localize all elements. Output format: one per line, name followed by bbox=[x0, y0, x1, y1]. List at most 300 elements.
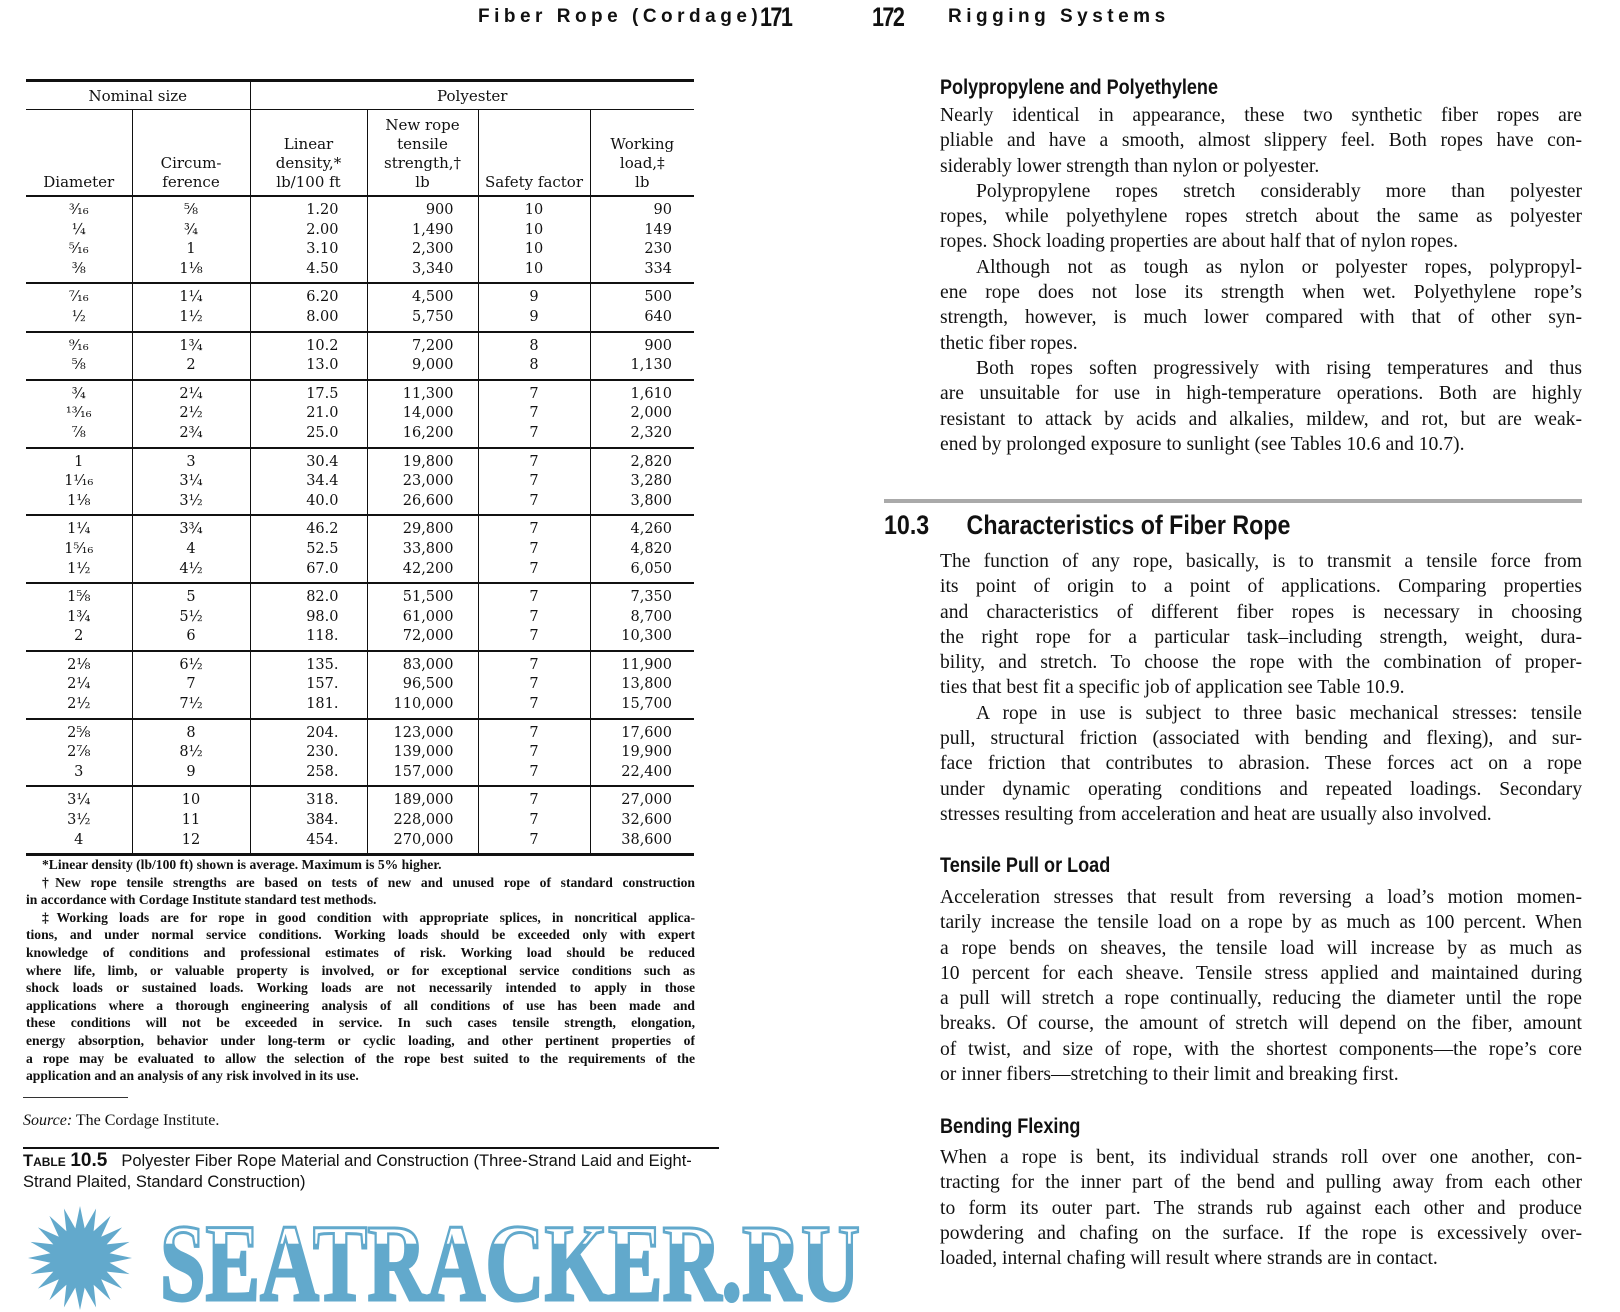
text-line: application and an analysis of any risk involved in its use. bbox=[26, 1068, 359, 1084]
linear-density-cell: 46.2 bbox=[250, 515, 367, 540]
text-line: tarily increase the tensile load on a rope by as much as 100 percent. When bbox=[940, 912, 1582, 934]
diameter-cell: 1⅛ bbox=[67, 492, 91, 509]
table-row bbox=[26, 260, 694, 284]
diameter-cell: 1½ bbox=[67, 560, 91, 577]
linear-density-cell: 8.00 bbox=[250, 308, 367, 332]
safety-factor-cell: 10 bbox=[478, 221, 590, 241]
linear-density-cell: 52.5 bbox=[250, 540, 367, 560]
safety-factor-cell: 7 bbox=[478, 763, 590, 787]
working-load-cell: 640 bbox=[590, 308, 694, 332]
tensile-strength-cell: 33,800 bbox=[367, 540, 478, 560]
text-line: ropes, while polyethylene ropes stretch about the same as polyester bbox=[940, 206, 1582, 228]
table-source bbox=[23, 1112, 219, 1130]
table-row bbox=[26, 627, 694, 651]
circumference-cell: 6½ bbox=[132, 651, 250, 676]
diameter-cell: 1¼ bbox=[67, 521, 91, 538]
circumference-cell: 11 bbox=[132, 811, 250, 831]
tensile-text bbox=[940, 885, 1582, 1087]
tensile-strength-cell: 96,500 bbox=[367, 675, 478, 695]
diameter-cell: ⁷⁄₁₆ bbox=[68, 289, 89, 306]
watermark-text: SEATRACKER.RU bbox=[160, 1202, 860, 1312]
subheading-tensile: Tensile Pull or Load bbox=[940, 854, 1111, 877]
text-line: When a rope is bent, its individual strands roll over one another, con- bbox=[940, 1147, 1582, 1168]
table-row bbox=[26, 515, 694, 540]
safety-factor-cell: 7 bbox=[478, 811, 590, 831]
working-load-cell: 500 bbox=[590, 283, 694, 308]
table-row bbox=[26, 332, 694, 357]
text-line: pliable and have a smooth, almost slippery feel. Both ropes have con- bbox=[940, 130, 1582, 152]
diameter-cell: 1⁵⁄₁₆ bbox=[64, 540, 94, 557]
safety-factor-cell: 7 bbox=[478, 786, 590, 811]
diameter-cell: 2⅞ bbox=[67, 744, 91, 761]
table-footnotes bbox=[26, 856, 695, 1085]
safety-factor-cell: 7 bbox=[478, 675, 590, 695]
circumference-cell: 3½ bbox=[132, 492, 250, 516]
linear-density-cell: 135. bbox=[250, 651, 367, 676]
circumference-cell: 3 bbox=[132, 448, 250, 473]
working-load-cell: 3,280 bbox=[590, 472, 694, 492]
working-load-cell: 7,350 bbox=[590, 583, 694, 608]
working-load-cell: 15,700 bbox=[590, 695, 694, 719]
circumference-cell: ⅝ bbox=[132, 196, 250, 221]
working-load-cell: 2,320 bbox=[590, 424, 694, 448]
circumference-cell: 6 bbox=[132, 627, 250, 651]
running-head-right: Rigging Systems bbox=[948, 6, 1170, 27]
working-load-cell: 900 bbox=[590, 332, 694, 357]
safety-factor-cell: 9 bbox=[478, 283, 590, 308]
text-line: ene rope does not lose its strength when wet. Polyethylene rope’s bbox=[940, 282, 1582, 304]
safety-factor-cell: 10 bbox=[478, 260, 590, 284]
linear-density-cell: 2.00 bbox=[250, 221, 367, 241]
linear-density-cell: 3.10 bbox=[250, 240, 367, 260]
tensile-strength-cell: 270,000 bbox=[367, 831, 478, 855]
circumference-cell: 7½ bbox=[132, 695, 250, 719]
tensile-strength-cell: 228,000 bbox=[367, 811, 478, 831]
text-line: tions, and under normal service conditions. Working loads should be exceeded only with expert bbox=[26, 927, 695, 943]
text-line: resistant to attack by acids and alkalies, mildew, and rot, but are weak- bbox=[940, 408, 1582, 430]
tensile-strength-cell: 4,500 bbox=[367, 283, 478, 308]
diameter-cell: ⅜ bbox=[71, 260, 86, 277]
row-group bbox=[26, 515, 694, 583]
safety-factor-cell: 7 bbox=[478, 380, 590, 405]
linear-density-cell: 258. bbox=[250, 763, 367, 787]
linear-density-cell: 454. bbox=[250, 831, 367, 855]
circumference-cell: 8½ bbox=[132, 743, 250, 763]
text-line: of twist, and size of rope, with the shortest components—the rope’s core bbox=[940, 1038, 1582, 1060]
working-load-cell: 230 bbox=[590, 240, 694, 260]
table-row bbox=[26, 831, 694, 855]
text-line: applications where a thorough engineering analysis of all conditions of use has been made and bbox=[26, 997, 695, 1013]
circumference-cell: 1½ bbox=[132, 308, 250, 332]
text-line: bility, and stretch. To choose the rope with the combination of proper- bbox=[940, 652, 1582, 674]
working-load-cell: 1,610 bbox=[590, 380, 694, 405]
text-line: loaded, internal chafing will result where strands are in contact. bbox=[940, 1248, 1438, 1270]
diameter-cell: ³⁄₁₆ bbox=[68, 202, 89, 218]
linear-density-cell: 40.0 bbox=[250, 492, 367, 516]
safety-factor-cell: 10 bbox=[478, 240, 590, 260]
working-load-cell: 149 bbox=[590, 221, 694, 241]
text-line: 10 percent for each sheave. Tensile stress applied and maintained during bbox=[940, 962, 1582, 984]
safety-factor-cell: 7 bbox=[478, 719, 590, 744]
text-line: strength, however, is much lower compared with that of other syn- bbox=[940, 307, 1582, 329]
text-line: thetic fiber ropes. bbox=[940, 332, 1078, 354]
diameter-cell: 4 bbox=[74, 831, 84, 848]
tensile-strength-cell: 42,200 bbox=[367, 560, 478, 584]
watermark bbox=[0, 1200, 900, 1312]
column-header: Safety factor bbox=[478, 110, 590, 197]
table-row bbox=[26, 743, 694, 763]
subheading-polypropylene: Polypropylene and Polyethylene bbox=[940, 76, 1219, 99]
subheading-bending: Bending Flexing bbox=[940, 1115, 1081, 1138]
text-line: ties that best fit a specific job of application see Table 10.9. bbox=[940, 677, 1405, 699]
table-row bbox=[26, 651, 694, 676]
safety-factor-cell: 7 bbox=[478, 743, 590, 763]
circumference-cell: 1¼ bbox=[132, 283, 250, 308]
starburst-icon bbox=[28, 1206, 132, 1310]
section-text bbox=[940, 549, 1582, 827]
source-label: Source: bbox=[23, 1112, 73, 1129]
tensile-strength-cell: 11,300 bbox=[367, 380, 478, 405]
row-group bbox=[26, 283, 694, 331]
safety-factor-cell: 9 bbox=[478, 308, 590, 332]
tensile-strength-cell: 1,490 bbox=[367, 221, 478, 241]
tensile-strength-cell: 5,750 bbox=[367, 308, 478, 332]
circumference-cell: 2¼ bbox=[132, 380, 250, 405]
text-line: the right rope for a particular task–including strength, weight, dura- bbox=[940, 626, 1582, 648]
diameter-cell: ⅞ bbox=[71, 424, 86, 441]
table-row bbox=[26, 811, 694, 831]
row-group bbox=[26, 651, 694, 719]
linear-density-cell: 13.0 bbox=[250, 356, 367, 380]
diameter-cell: 1¹⁄₁₆ bbox=[64, 473, 94, 490]
text-line: The function of any rope, basically, is to transmit a tensile force from bbox=[940, 551, 1582, 572]
circumference-cell: 2½ bbox=[132, 404, 250, 424]
text-line: where life, limb, or valuable property is involved, or for exceptional service conditions such as bbox=[26, 962, 695, 978]
tensile-strength-cell: 29,800 bbox=[367, 515, 478, 540]
linear-density-cell: 118. bbox=[250, 627, 367, 651]
linear-density-cell: 204. bbox=[250, 719, 367, 744]
working-load-cell: 32,600 bbox=[590, 811, 694, 831]
table-row bbox=[26, 763, 694, 787]
working-load-cell: 3,800 bbox=[590, 492, 694, 516]
working-load-cell: 8,700 bbox=[590, 608, 694, 628]
source-text: The Cordage Institute. bbox=[72, 1112, 220, 1129]
circumference-cell: 4½ bbox=[132, 560, 250, 584]
safety-factor-cell: 7 bbox=[478, 540, 590, 560]
bending-text bbox=[940, 1145, 1582, 1271]
tensile-strength-cell: 16,200 bbox=[367, 424, 478, 448]
working-load-cell: 90 bbox=[590, 196, 694, 221]
circumference-cell: ¾ bbox=[132, 221, 250, 241]
tensile-strength-cell: 189,000 bbox=[367, 786, 478, 811]
group-header-polyester: Polyester bbox=[250, 81, 694, 110]
text-line: are unsuitable for use in high-temperature operations. Both are highly bbox=[940, 383, 1582, 405]
table-row bbox=[26, 240, 694, 260]
column-header: Linear density,* lb/100 ft bbox=[250, 110, 367, 197]
circumference-cell: 2¾ bbox=[132, 424, 250, 448]
diameter-cell: ⁹⁄₁₆ bbox=[68, 337, 89, 354]
caption-rule bbox=[23, 1147, 719, 1149]
safety-factor-cell: 7 bbox=[478, 492, 590, 516]
working-load-cell: 6,050 bbox=[590, 560, 694, 584]
diameter-cell: ¾ bbox=[71, 385, 86, 402]
text-line: A rope in use is subject to three basic mechanical stresses: tensile bbox=[976, 702, 1582, 724]
text-line: and characteristics of different fiber ropes is necessary in choosing bbox=[940, 601, 1582, 623]
working-load-cell: 334 bbox=[590, 260, 694, 284]
circumference-cell: 4 bbox=[132, 540, 250, 560]
table-row bbox=[26, 221, 694, 241]
tensile-strength-cell: 72,000 bbox=[367, 627, 478, 651]
safety-factor-cell: 7 bbox=[478, 695, 590, 719]
section-rule bbox=[884, 499, 1582, 503]
text-line: †New rope tensile strengths are based on tests of new and unused rope of standard construction bbox=[42, 874, 695, 890]
diameter-cell: 2 bbox=[74, 628, 84, 645]
text-line: knowledge of conditions and professional estimates of risk. Working load should be reduced bbox=[26, 944, 695, 960]
working-load-cell: 27,000 bbox=[590, 786, 694, 811]
working-load-cell: 2,820 bbox=[590, 448, 694, 473]
source-rule bbox=[23, 1097, 128, 1098]
linear-density-cell: 318. bbox=[250, 786, 367, 811]
text-line: a pull will stretch a rope continually, reducing the diameter until the rope bbox=[940, 988, 1582, 1010]
linear-density-cell: 4.50 bbox=[250, 260, 367, 284]
text-line: breaks. Of course, the amount of stretch will depend on the fiber, amount bbox=[940, 1013, 1582, 1035]
text-line: tracting for the inner part of the bend and pulling away from each other bbox=[940, 1172, 1582, 1194]
page-number-left: 171 bbox=[760, 2, 792, 32]
tensile-strength-cell: 83,000 bbox=[367, 651, 478, 676]
tensile-strength-cell: 123,000 bbox=[367, 719, 478, 744]
caption-label bbox=[23, 1152, 107, 1170]
text-line: ened by prolonged exposure to sunlight (see Tables 10.6 and 10.7). bbox=[940, 433, 1465, 455]
diameter-cell: 1¾ bbox=[67, 608, 91, 625]
text-line: shock loads or sustained loads. Working loads are not necessarily intended to apply in those bbox=[26, 980, 695, 996]
text-line: in accordance with Cordage Institute standard test methods. bbox=[26, 892, 377, 908]
diameter-cell: 1⅝ bbox=[67, 589, 91, 606]
text-line: these conditions will not be exceeded in service. In such cases tensile strength, elongation, bbox=[26, 1015, 695, 1031]
working-load-cell: 1,130 bbox=[590, 356, 694, 380]
safety-factor-cell: 8 bbox=[478, 332, 590, 357]
diameter-cell: 3¼ bbox=[67, 792, 91, 809]
circumference-cell: 7 bbox=[132, 675, 250, 695]
table-row bbox=[26, 404, 694, 424]
row-group bbox=[26, 332, 694, 380]
diameter-cell: ¼ bbox=[71, 221, 86, 238]
circumference-cell: 3¾ bbox=[132, 515, 250, 540]
linear-density-cell: 1.20 bbox=[250, 196, 367, 221]
section-heading bbox=[884, 510, 1290, 541]
table-row bbox=[26, 492, 694, 516]
linear-density-cell: 157. bbox=[250, 675, 367, 695]
working-load-cell: 17,600 bbox=[590, 719, 694, 744]
circumference-cell: 10 bbox=[132, 786, 250, 811]
diameter-cell: 2⅛ bbox=[67, 656, 91, 673]
working-load-cell: 11,900 bbox=[590, 651, 694, 676]
row-group bbox=[26, 196, 694, 283]
circumference-cell: 9 bbox=[132, 763, 250, 787]
tensile-strength-cell: 61,000 bbox=[367, 608, 478, 628]
diameter-cell: 3½ bbox=[67, 812, 91, 829]
text-line: stresses resulting from acceleration and heat are usually also involved. bbox=[940, 803, 1492, 825]
table-row bbox=[26, 608, 694, 628]
diameter-cell: ¹³⁄₁₆ bbox=[65, 405, 92, 422]
diameter-cell: ½ bbox=[71, 308, 86, 325]
row-group bbox=[26, 448, 694, 516]
safety-factor-cell: 7 bbox=[478, 515, 590, 540]
column-header: New rope tensile strength,† lb bbox=[367, 110, 478, 197]
diameter-cell: 2⅝ bbox=[67, 724, 91, 741]
tensile-strength-cell: 14,000 bbox=[367, 404, 478, 424]
table-row bbox=[26, 719, 694, 744]
safety-factor-cell: 7 bbox=[478, 404, 590, 424]
linear-density-cell: 17.5 bbox=[250, 380, 367, 405]
column-header: Working load,‡ lb bbox=[590, 110, 694, 197]
working-load-cell: 4,820 bbox=[590, 540, 694, 560]
circumference-cell: 1⅛ bbox=[132, 260, 250, 284]
text-line: Acceleration stresses that result from reversing a load’s motion momen- bbox=[940, 887, 1582, 908]
caption-label-word: Table bbox=[23, 1152, 66, 1170]
linear-density-cell: 181. bbox=[250, 695, 367, 719]
tensile-strength-cell: 110,000 bbox=[367, 695, 478, 719]
group-header-nominal-size: Nominal size bbox=[26, 81, 250, 110]
table-row bbox=[26, 695, 694, 719]
table-row bbox=[26, 583, 694, 608]
circumference-cell: 5½ bbox=[132, 608, 250, 628]
tensile-strength-cell: 3,340 bbox=[367, 260, 478, 284]
caption-label-number: 10.5 bbox=[70, 1150, 108, 1171]
polypropylene-text bbox=[940, 103, 1582, 457]
section-number: 10.3 bbox=[884, 510, 930, 540]
circumference-cell: 3¼ bbox=[132, 472, 250, 492]
linear-density-cell: 384. bbox=[250, 811, 367, 831]
tensile-strength-cell: 51,500 bbox=[367, 583, 478, 608]
text-line: its point of origin to a point of applications. Comparing properties bbox=[940, 576, 1582, 598]
tensile-strength-cell: 157,000 bbox=[367, 763, 478, 787]
table-row bbox=[26, 786, 694, 811]
safety-factor-cell: 7 bbox=[478, 424, 590, 448]
row-group bbox=[26, 380, 694, 448]
safety-factor-cell: 7 bbox=[478, 608, 590, 628]
working-load-cell: 4,260 bbox=[590, 515, 694, 540]
diameter-cell: ⁵⁄₁₆ bbox=[68, 241, 89, 258]
diameter-cell: 3 bbox=[74, 763, 84, 780]
linear-density-cell: 98.0 bbox=[250, 608, 367, 628]
tensile-strength-cell: 9,000 bbox=[367, 356, 478, 380]
working-load-cell: 19,900 bbox=[590, 743, 694, 763]
circumference-cell: 5 bbox=[132, 583, 250, 608]
text-line: siderably lower strength than nylon or polyester. bbox=[940, 155, 1320, 177]
table-row bbox=[26, 448, 694, 473]
text-line: a rope may be evaluated to allow the selection of the rope best suited to the requirements of the bbox=[26, 1050, 695, 1066]
working-load-cell: 2,000 bbox=[590, 404, 694, 424]
table-row bbox=[26, 283, 694, 308]
table-row bbox=[26, 540, 694, 560]
table-row bbox=[26, 424, 694, 448]
tensile-strength-cell: 26,600 bbox=[367, 492, 478, 516]
table-row bbox=[26, 196, 694, 221]
table-row bbox=[26, 356, 694, 380]
text-line: Both ropes soften progressively with rising temperatures and thus bbox=[976, 357, 1582, 379]
diameter-cell: 2¼ bbox=[67, 676, 91, 693]
safety-factor-cell: 7 bbox=[478, 448, 590, 473]
linear-density-cell: 82.0 bbox=[250, 583, 367, 608]
table-row bbox=[26, 308, 694, 332]
tensile-strength-cell: 900 bbox=[367, 196, 478, 221]
safety-factor-cell: 7 bbox=[478, 583, 590, 608]
linear-density-cell: 67.0 bbox=[250, 560, 367, 584]
table-row bbox=[26, 380, 694, 405]
column-header: Circum- ference bbox=[132, 110, 250, 197]
row-group bbox=[26, 719, 694, 787]
diameter-cell: 2½ bbox=[67, 696, 91, 713]
safety-factor-cell: 7 bbox=[478, 560, 590, 584]
safety-factor-cell: 8 bbox=[478, 356, 590, 380]
caption-text: Polyester Fiber Rope Material and Construction (Three-Strand Laid and Eight-Strand Plaited, Standard Construction) bbox=[23, 1152, 692, 1191]
tensile-strength-cell: 2,300 bbox=[367, 240, 478, 260]
text-line: Polypropylene ropes stretch considerably more than polyester bbox=[976, 180, 1582, 202]
text-line: *Linear density (lb/100 ft) shown is average. Maximum is 5% higher. bbox=[42, 857, 442, 872]
working-load-cell: 10,300 bbox=[590, 627, 694, 651]
table-row bbox=[26, 560, 694, 584]
text-line: ‡Working loads are for rope in good condition with appropriate splices, in noncritical applica- bbox=[42, 909, 695, 925]
linear-density-cell: 10.2 bbox=[250, 332, 367, 357]
safety-factor-cell: 7 bbox=[478, 472, 590, 492]
circumference-cell: 1 bbox=[132, 240, 250, 260]
table-row bbox=[26, 472, 694, 492]
text-line: ropes. Shock loading properties are about half that of nylon ropes. bbox=[940, 231, 1459, 253]
working-load-cell: 22,400 bbox=[590, 763, 694, 787]
text-line: or inner fibers—stretching to their limit and breaking first. bbox=[940, 1064, 1399, 1086]
circumference-cell: 2 bbox=[132, 356, 250, 380]
table-row bbox=[26, 675, 694, 695]
tensile-strength-cell: 19,800 bbox=[367, 448, 478, 473]
text-line: energy absorption, behavior under long-term or cyclic loading, and other pertinent properties of bbox=[26, 1032, 695, 1048]
linear-density-cell: 25.0 bbox=[250, 424, 367, 448]
safety-factor-cell: 10 bbox=[478, 196, 590, 221]
text-line: a rope bends on sheaves, the tensile load will increase by as much as bbox=[940, 937, 1582, 959]
page-number-right: 172 bbox=[872, 2, 904, 32]
circumference-cell: 1¾ bbox=[132, 332, 250, 357]
section-title: Characteristics of Fiber Rope bbox=[966, 510, 1291, 540]
tensile-strength-cell: 7,200 bbox=[367, 332, 478, 357]
linear-density-cell: 21.0 bbox=[250, 404, 367, 424]
circumference-cell: 12 bbox=[132, 831, 250, 855]
text-line: under dynamic operating conditions and repeated loadings. Secondary bbox=[940, 778, 1582, 800]
diameter-cell: 1 bbox=[74, 453, 84, 470]
linear-density-cell: 230. bbox=[250, 743, 367, 763]
linear-density-cell: 34.4 bbox=[250, 472, 367, 492]
safety-factor-cell: 7 bbox=[478, 651, 590, 676]
text-line: to form its outer part. The strands rub against each other and produce bbox=[940, 1197, 1582, 1219]
polyester-rope-table bbox=[26, 79, 694, 856]
diameter-cell: ⅝ bbox=[71, 357, 86, 374]
row-group bbox=[26, 786, 694, 854]
row-group bbox=[26, 583, 694, 651]
tensile-strength-cell: 23,000 bbox=[367, 472, 478, 492]
text-line: powdering and chafing on the surface. If the rope is excessively over- bbox=[940, 1222, 1582, 1244]
column-header: Diameter bbox=[26, 110, 132, 197]
tensile-strength-cell: 139,000 bbox=[367, 743, 478, 763]
text-line: pull, structural friction (associated with bending and flexing), and sur- bbox=[940, 728, 1582, 750]
working-load-cell: 38,600 bbox=[590, 831, 694, 855]
text-line: Nearly identical in appearance, these two synthetic fiber ropes are bbox=[940, 105, 1582, 126]
table-caption bbox=[23, 1150, 703, 1193]
text-line: Although not as tough as nylon or polyester ropes, polypropyl- bbox=[976, 256, 1582, 278]
safety-factor-cell: 7 bbox=[478, 627, 590, 651]
safety-factor-cell: 7 bbox=[478, 831, 590, 855]
text-line: face friction that contributes to abrasion. These forces act on a rope bbox=[940, 753, 1582, 775]
linear-density-cell: 6.20 bbox=[250, 283, 367, 308]
running-head-left: Fiber Rope (Cordage) bbox=[478, 6, 763, 27]
linear-density-cell: 30.4 bbox=[250, 448, 367, 473]
